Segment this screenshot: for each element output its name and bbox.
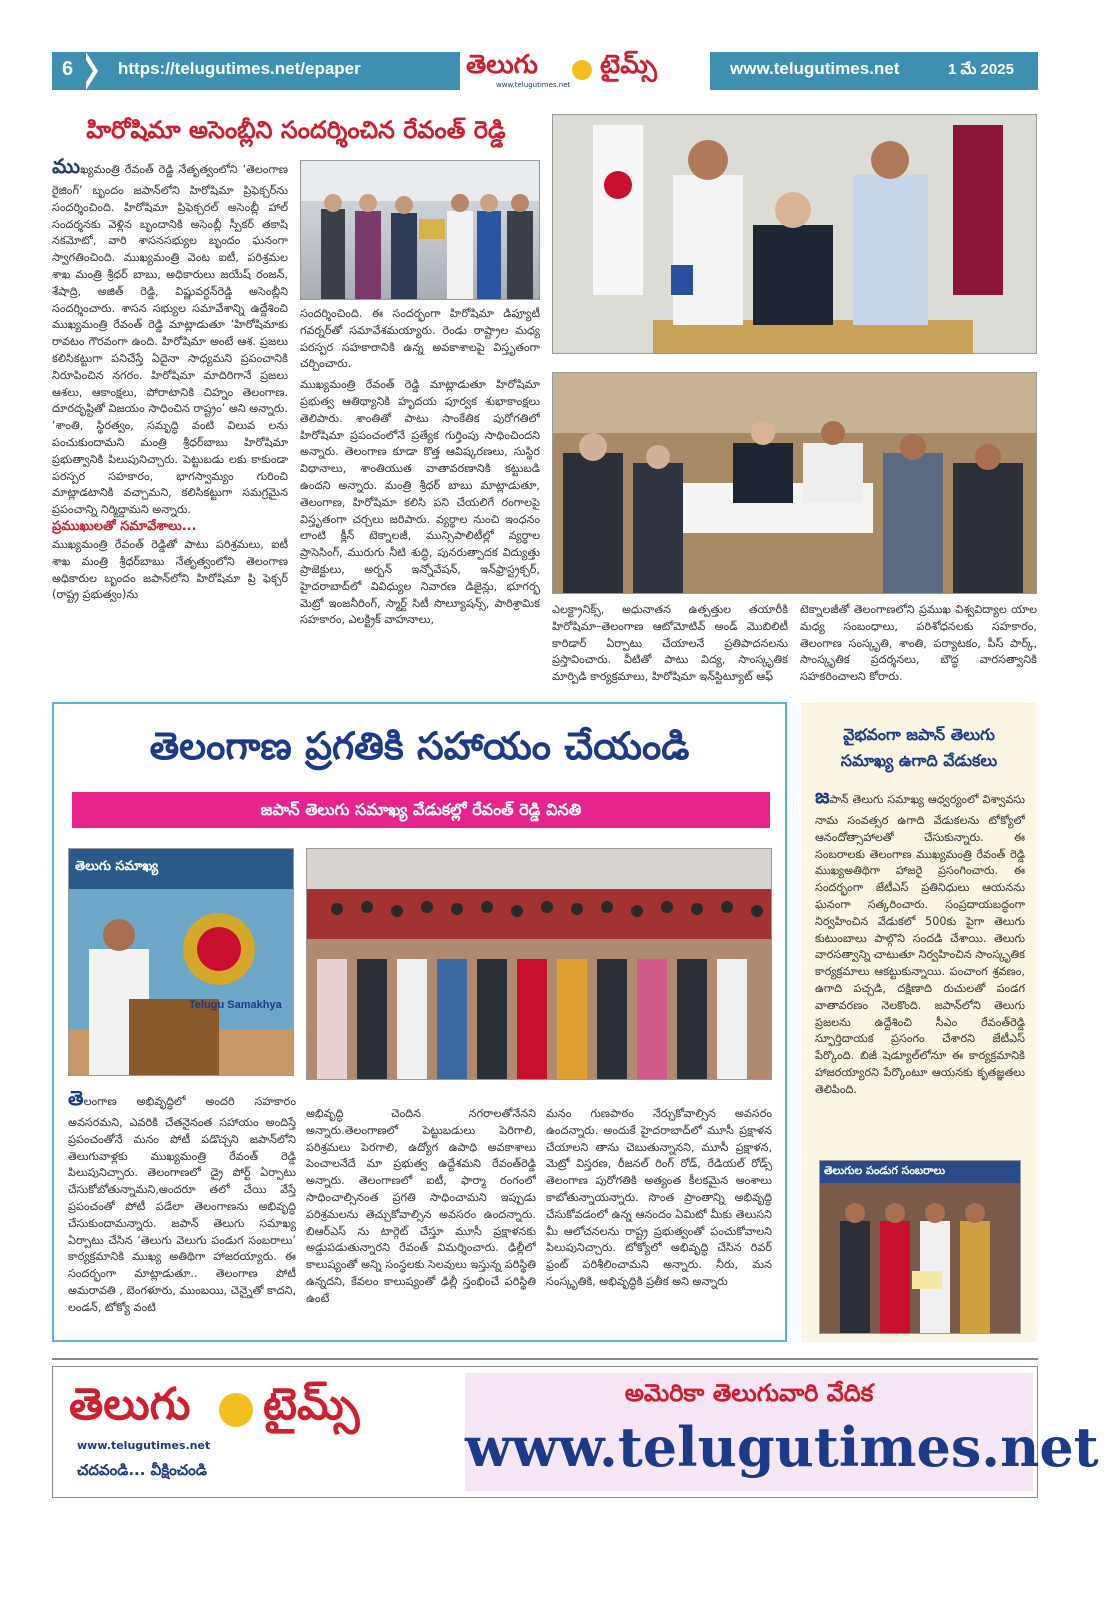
photo-banner-text: తెలుగుల పండుగ సంబరాలు — [824, 1164, 946, 1177]
paragraph: ఎలక్ట్రానిక్స్‌, అధునాతన ఉత్పత్తుల తయారీకి హిరోషిమా–తెలంగాణ ఆటోమోటివ్‌ అండ్‌ మొబిలిటీ కారిడార్‌ ఏర్పాటు చేయాలనే ప్రతిపాదనలను ప్రస్తావించారు. వీటితో పాటు విద్య, సాంస్కృతిక మార్పిడి కార్యక్రమాలు, హిరోషిమా ఇన్‌స్టిట్యూట్‌ ఆఫ్‌ — [552, 603, 788, 684]
sidebar-box — [801, 702, 1037, 1342]
paragraph: ఖ్యమంత్రి రేవంత్‌ రెడ్డి నేతృత్వంలోని ‘తెలంగాణ రైజింగ్‌’ బృందం జపాన్‌లోని హిరోషిమా ప్రిఫెక్చర్‌ను సందర్శించింది. హిరోషిమా ప్రిఫెక్చరల్‌ అసెంబ్లీ హాల్‌ సందర్శనకు వెళ్లిన బృందానికి అసెంబ్లీ స్పీకర్‌ తకాషి నకమోటో, వారి శాసనసభ్యుల బృందం ఘనంగా స్వాగతించింది. ముఖ్యమంత్రి వెంట ఐటీ, పరిశ్రమల శాఖ మంత్రి శ్రీధర్‌ బాబు, అధికారులు జయేష్‌ రంజన్‌, శేషాద్రి, అజిత్‌ రెడ్డి, విష్ణువర్ధన్‌రెడ్డి అసెంబ్లీని సందర్శించారు. శాసన సభ్యుల సమావేశాన్ని ఉద్దేశించి ముఖ్యమంత్రి రేవంత్‌ రెడ్డి మాట్లాడుతూ ‘హిరోషిమాకు రావటం గౌరవంగా ఉంది. హిరోషిమా అంటే ఆశ. ప్రజలు కలిసికట్టుగా పనిచేస్తే ఏదైనా సాధ్యమని ప్రపంచానికి నిరూపించిన నగరం. హిరోషిమా మాదిరిగానే ప్రజలు ఆశలు, ఆకాంక్షలు, పోరాటానికి చిహ్నం తెలంగాణ. దూరదృష్టితో విజయం సాధించిన రాష్ట్రం’ అని అన్నారు. ‘శాంతి, స్థిరత్వం, సమృద్ధి వంటి విలువ లను పంచుకుందామని మంత్రి శ్రీధర్‌బాబు హిరోషిమా ప్రభుత్వానికి పిలుపునిచ్చారు. పెట్టుబడు లకు కాకుండా పరస్పర సహకారం, భాగస్వామ్యం గురించి మాట్లాడటానికి వచ్చామని, కలిసికట్టుగా సమగ్రమైన ప్రపంచాన్ని నిర్మిద్దామని అన్నారు. — [52, 163, 288, 517]
feature-column-2 — [306, 1106, 536, 1336]
logo-url: www.telugutimes.net — [496, 81, 571, 89]
footer-headline: అమెరికా తెలుగువారి వేదిక — [624, 1379, 874, 1407]
feature-subtitle-band: జపాన్‌ తెలుగు సమాఖ్య వేడుకల్లో రేవంత్‌ రెడ్డి వినతి — [72, 792, 770, 828]
banner-sub: Telugu Samakhya — [189, 999, 282, 1011]
paragraph: అభివృద్ధి చెందిన నగరాలతోనేనని అన్నారు.తెలంగాణలో పెట్టుబడులు పెరిగాలి, పరిశ్రమలు పెరగాలి, ఉద్యోగ ఉపాధి అవకాశాలు పెంచాలనేదే మా ప్రభుత్వ ఉద్దేశమని రేవంత్‌రెడ్డి అన్నారు. తెలంగాణలో ఐటీ, ఫార్మా రంగంలో సాధించాల్సినంత ప్రగతి సాధించామని ఇప్పుడు పరిశ్రమలను తెచ్చుకోవాల్సిన అవసరం ఉందన్నారు. బిఆర్‌ఎస్‌ ను టార్గెట్‌ చేస్తూ మూసీ ప్రక్షాళనకు అడ్డుపడుతున్నారని రేవంత్‌ విమర్శించారు. ఢిల్లీలో కాలుష్యంతో అన్ని సంస్థలకు సెలవులు ఇస్తున్న పరిస్థితి ఉన్నదని, కేవలం కాలుష్యంతో ఢిల్లీ స్తంభించే పరిస్థితి ఉంటే — [306, 1107, 536, 1305]
divider — [52, 1358, 1038, 1360]
feature-column-3 — [546, 1106, 772, 1336]
photo-illustration — [553, 373, 1037, 594]
sidebar-text — [815, 784, 1025, 1140]
photo-speaker-podium — [68, 848, 294, 1076]
paragraph: సందర్శించింది. ఈ సందర్భంగా హిరోషిమా డిప్యూటీ గవర్నర్‌తో సమావేశమయ్యారు. రెండు రాష్ట్రాల మధ్య పరస్పర సహకారానికి ఉన్న అవకాశాలపై విస్తృతంగా చర్చించారు. — [300, 307, 540, 371]
page-number: 6 — [62, 58, 74, 80]
footer-logo-left: తెలుగు — [69, 1379, 191, 1430]
photo-illustration — [820, 1161, 1021, 1334]
article-title: హిరోషిమా అసెంబ్లీని సందర్శించిన రేవంత్‌ రెడ్డి — [86, 116, 506, 144]
article-column-1 — [52, 154, 288, 694]
sidebar-title-line: వైభవంగా జపాన్‌ తెలుగు — [843, 725, 995, 744]
drop-cap: తె — [68, 1086, 84, 1110]
article-column-4 — [800, 602, 1037, 696]
epaper-link[interactable]: https://telugutimes.net/epaper — [118, 59, 361, 78]
paragraph: మనం గుణపాఠం నేర్చుకోవాల్సిన అవసరం ఉందన్నారు. అందుకే హైదరాబాద్‌లో మూసీ ప్రక్షాళన చేయాలని తాను చెబుతున్నానని, మూసీ ప్రక్షాళన, మెట్రో విస్తరణ, రీజనల్‌ రింగ్‌ రోడ్‌, రేడియల్‌ రోడ్స్‌ తెలంగాణ పురోగతికి అత్యంత కీలకమైన అంశాలు కాబోతున్నాయన్నారు. సొంత ప్రాంతాన్ని అభివృద్ధి చేసుకోవడంలో ఉన్న ఆనందం ఏమిటో మీకు తెలుసని మీ ఆలోచనలను రాష్ట్ర ప్రభుత్వంతో పంచుకోవాలని పిలుపునిచ్చారు. టోక్యోలో అభివృద్ధి చేసిన రివర్‌ ఫ్రంట్‌ పరిశీలించామని అన్నారు. నీరు, మన సంస్కృతికి, అభివృద్ధికి ప్రతీక అని అన్నారు — [546, 1107, 772, 1288]
paragraph: ముఖ్యమంత్రి రేవంత్‌ రెడ్డితో పాటు పరిశ్రమలు, ఐటీ శాఖ మంత్రి శ్రీధర్‌బాబు నేతృత్వంలోని తెలంగాణ అధికారుల బృందం జపాన్‌లోని హిరోషిమా ప్రి ఫెక్చర్‌ (రాష్ట్ర ప్రభుత్వం)ను — [52, 537, 288, 602]
photo-illustration — [69, 849, 294, 1076]
feature-title: తెలంగాణ ప్రగతికి సహాయం చేయండి — [149, 724, 690, 768]
photo-group-gifts — [300, 160, 540, 300]
footer-promo — [465, 1373, 1099, 1491]
paragraph: ముఖ్యమంత్రి రేవంత్‌ రెడ్డి మాట్లాడుతూ హిరోషిమా ప్రభుత్వ ఆతిథ్యానికి హృదయ పూర్వక శుభాకాంక్షలు తెలిపారు. శాంతితో పాటు సాంకేతిక పురోగతిలో హిరోషిమా ప్రపంచంలోనే ప్రత్యేక గుర్తింపు సాధించిందని అన్నారు. తెలంగాణ కూడా కొత్త ఆవిష్కరణలు, సుస్థిర విధానాలు, శాంతియుత వాతావరణానికి కట్టుబడి ఉందని అన్నారు. మంత్రి శ్రీధర్‌ బాబు మాట్లాడుతూ, తెలంగాణ, హిరోషిమా కలిసి పని చేయలిగే రంగాలపై విస్తృతంగా చర్చలు జరిపారు. వ్యర్థాల నుంచి ఇంధనం లాంటి క్లీన్‌ టెక్నాలజీ, మున్సిపాలిటీల్లో వ్యర్థాల ప్రాసెసింగ్‌, మురుగు నీటి శుద్ధి, పునరుత్పాదక విద్యుత్తు ప్రాజెక్టులు, అర్బన్‌ ఇన్నోవేషన్‌, ఇన్‌ఫ్రాస్ట్రక్చర్‌, హైదరాబాద్‌లో వివిధ్యుల నివారణ డిజైన్లు, భూగర్భ మెట్రో ఇంజనీరింగ్‌, స్మార్ట్‌ సిటీ సొల్యూషన్స్‌, పారిశ్రామిక సహకారం, ఎలక్ట్రిక్‌ వాహనాలు, — [300, 378, 540, 627]
drop-cap: ము — [52, 154, 81, 178]
photo-illustration — [307, 849, 772, 1080]
footer-site-link[interactable]: www.telugutimes.net — [465, 1415, 1099, 1479]
sun-icon — [572, 60, 592, 80]
sun-icon — [219, 1393, 253, 1427]
feature-column-1 — [68, 1086, 296, 1336]
article-column-3 — [552, 602, 788, 696]
footer-logo-right: టైమ్స్ — [263, 1379, 360, 1430]
article-column-2 — [300, 306, 540, 696]
sidebar-title-line: సమాఖ్య ఉగాది వేడుకలు — [840, 750, 998, 770]
photo-meeting-room — [552, 372, 1037, 594]
footer-logo-url: www.telugutimes.net — [77, 1439, 211, 1452]
photo-illustration — [301, 161, 540, 300]
logo-text-left: తెలుగు — [466, 50, 538, 80]
paragraph: టెక్నాలజీతో తెలంగాణలోని ప్రముఖ విశ్వవిద్యాల యాల మధ్య సంబంధాలు, పరిశోధనలకు సహకారం, తెలంగాణ సంస్కృతి, శాంతి, పర్యాటకం, పీస్‌ పార్క్‌, సాంస్కృతిక ప్రదర్శనలు, బౌద్ధ వారసత్వానికి సహకరించాలని కోరారు. — [800, 603, 1037, 684]
footer-ad — [52, 1366, 1099, 1498]
issue-date: 1 మే 2025 — [948, 61, 1014, 78]
paragraph: పాన్‌ తెలుగు సమాఖ్య ఆధ్వర్యంలో విశ్వావసు నామ సంవత్సర ఉగాది వేడుకలను టోక్యోలో ఆనందోత్సాహాలతో చేసుకున్నారు. ఈ సంబరాలకు తెలంగాణ ముఖ్యమంత్రి రేవంత్‌ రెడ్డి ముఖ్యఅతిథిగా హాజరై ప్రసంగించారు. ఈ సందర్భంగా జేటీఎస్‌ ప్రతినిధులు ఆయనను ఘనంగా సత్కరించారు. సంప్రదాయబద్ధంగా నిర్వహించిన వేడుకలో 500కు పైగా తెలుగు కుటుంబాలు పాల్గొని సందడి చేశాయి. తెలుగు వారసత్వాన్ని చాటుతూ నిర్వహించిన సాంస్కృతిక కార్యక్రమాలు ఆకట్టుకున్నాయి. పంచాంగ శ్రవణం, ఉగాది పచ్చడి, దక్షిణాది రుచులతో పండగ వాతావరణం నెలకొంది. జపాన్‌లోని తెలుగు ప్రజలను ఉద్దేశించి సీఎం రేవంత్‌రెడ్డి స్ఫూర్తిదాయక ప్రసంగం చేశారని జేటీఎస్‌ పేర్కొంది. బిజీ షెడ్యూల్‌లోనూ ఈ కార్యక్రమానికి హాజరయ్యారని పేర్కొంటూ ఆయనకు కృతజ్ఞతలు తెలిపింది. — [815, 793, 1025, 1096]
paragraph: లంగాణ అభివృద్ధిలో అందరి సహకారం అవసరమని, ఎవరికి చేతనైనంత సహాయం అందిస్తే ప్రపంచంతోనే మనం పోటీ పడొచ్చని జపాన్‌లోని తెలుగువాళ్లకు ముఖ్యమంత్రి రేవంత్‌ రెడ్డి పిలుపునిచ్చారు. తెలంగాణలో డ్రై పోర్ట్‌ ఏర్పాటు చేసుకోబోతున్నామని,అందరూ తలో చేయి వేస్తే ప్రపంచంతో పోటీ పడేలా తెలంగాణను అభివృద్ధి చేసుకుందామన్నారు. జపాన్‌ తెలుగు సమాఖ్య ఏర్పాటు చేసిన ‘తెలుగు వెలుగు పండుగ సంబరాలు’ కార్యక్రమానికి ముఖ్య అతిథిగా హాజరయ్యారు. ఈ సందర్భంగా మాట్లాడుతూ.. తెలంగాణ పోటీ అమరావతి , బెంగళూరు, ముంబయి, చెన్నైతో కాదని, లండన్‌, టోక్యో వంటి — [68, 1095, 296, 1314]
site-link[interactable]: www.telugutimes.net — [730, 59, 900, 78]
page-header — [52, 52, 1038, 90]
footer-tagline: చదవండి... వీక్షించండి — [77, 1461, 207, 1479]
photo-illustration — [553, 115, 1037, 354]
chevron-inner — [83, 55, 93, 87]
photo-leaders-flags — [552, 114, 1037, 354]
photo-felicitation — [819, 1160, 1021, 1334]
subheading: ప్రముఖులతో సమావేశాలు... — [52, 518, 197, 534]
masthead-logo[interactable] — [460, 50, 710, 92]
photo-audience — [306, 848, 772, 1080]
drop-cap: జ — [815, 784, 830, 808]
feature-box — [52, 702, 787, 1342]
banner-text: తెలుగు సమాఖ్య — [75, 859, 159, 874]
logo-text-right: టైమ్స్ — [600, 50, 657, 80]
sidebar-title — [811, 722, 1027, 773]
